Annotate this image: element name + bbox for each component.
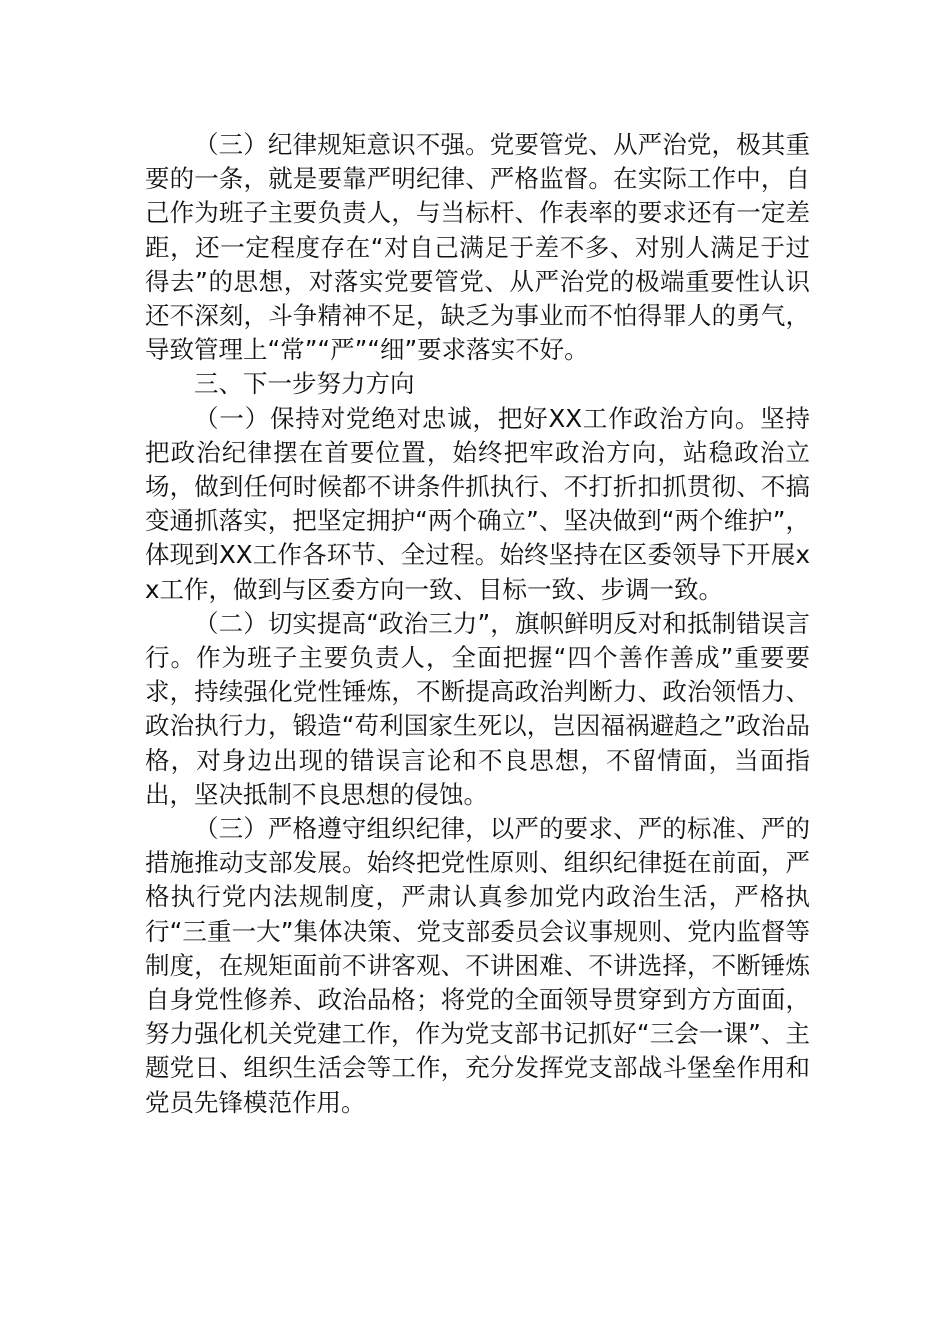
document-body [145, 128, 810, 1120]
section-heading-next-steps: 三、下一步努力方向 [194, 369, 415, 399]
paragraph-discipline-awareness: （三）纪律规矩意识不强。党要管党、从严治党，极其重要的一条，就是要靠严明纪律、严格监督。在实际工作中，自己作为班子主要负责人，与当标杆、作表率的要求还有一定差距，还一定程度存在“对自己满足于差不多、对别人满足于过得去”的思想，对落实党要管党、从严治党的极端重要性认识还不深刻，斗争精神不足，缺乏为事业而不怕得罪人的勇气，导致管理上“常”“严”“细”要求落实不好。 [145, 130, 810, 365]
paragraph-loyalty: （一）保持对党绝对忠诚，把好XX工作政治方向。坚持把政治纪律摆在首要位置，始终把牢政治方向，站稳政治立场，做到任何时候都不讲条件抓执行、不打折扣抓贯彻、不搞变通抓落实，把坚定拥护“两个确立”、坚决做到“两个维护”，体现到XX工作各环节、全过程。始终坚持在区委领导下开展xx工作，做到与区委方向一致、目标一致、步调一致。 [145, 403, 810, 604]
paragraph-organizational-discipline: （三）严格遵守组织纪律，以严的要求、严的标准、严的措施推动支部发展。始终把党性原则、组织纪律挺在前面，严格执行党内法规制度，严肃认真参加党内政治生活，严格执行“三重一大”集体决策、党支部委员会议事规则、党内监督等制度，在规矩面前不讲客观、不讲困难、不讲选择，不断锤炼自身党性修养、政治品格；将党的全面领导贯穿到方方面面，努力强化机关党建工作，作为党支部书记抓好“三会一课”、主题党日、组织生活会等工作，充分发挥党支部战斗堡垒作用和党员先锋模范作用。 [145, 814, 810, 1117]
paragraph-political-abilities: （二）切实提高“政治三力”，旗帜鲜明反对和抵制错误言行。作为班子主要负责人，全面把握“四个善作善成”重要要求，持续强化党性锤炼，不断提高政治判断力、政治领悟力、政治执行力，锻造“苟利国家生死以，岂因福祸避趋之”政治品格，对身边出现的错误言论和不良思想，不留情面，当面指出，坚决抵制不良思想的侵蚀。 [145, 608, 810, 809]
